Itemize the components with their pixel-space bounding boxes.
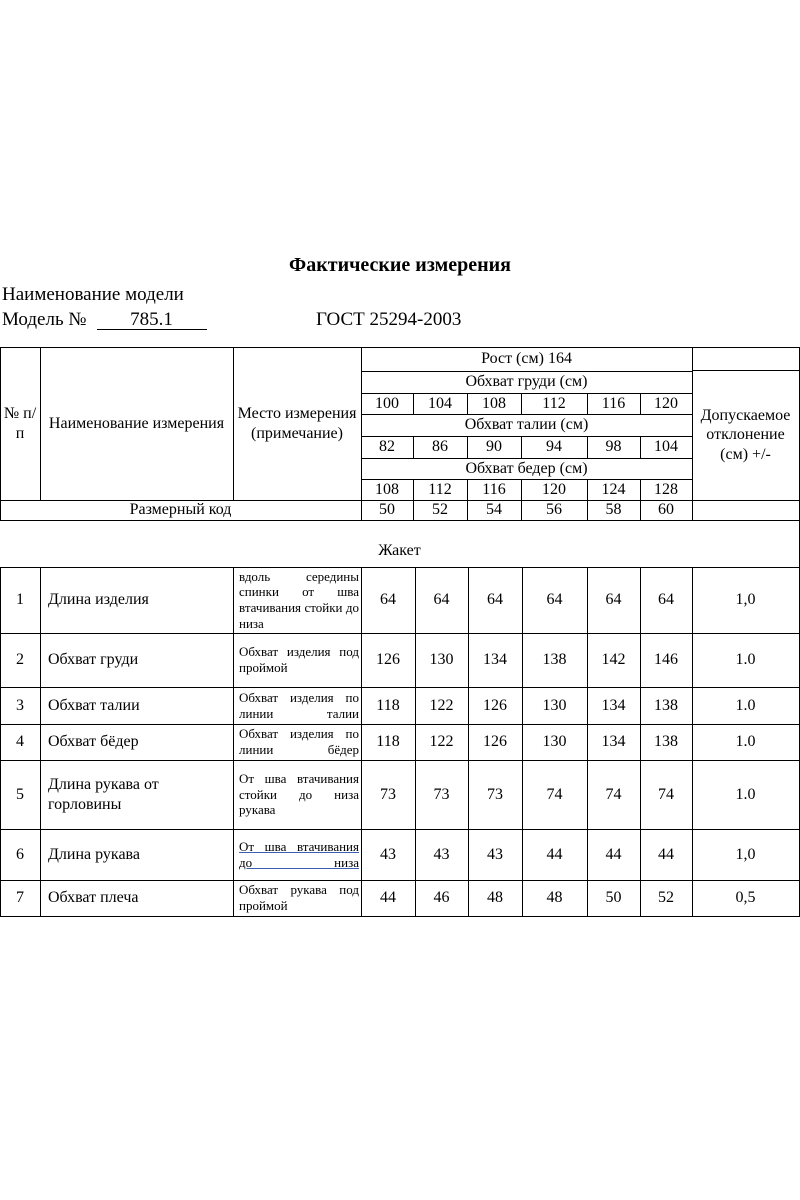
row-tolerance: 1.0 — [735, 651, 756, 669]
row-value: 122 — [429, 733, 454, 751]
row-tolerance: 1.0 — [735, 785, 756, 803]
row-value: 43 — [433, 845, 450, 863]
row-name: Обхват плеча — [48, 889, 139, 907]
chest-value: 104 — [428, 394, 452, 412]
hip-value: 116 — [482, 480, 506, 498]
row-name: Длина рукава от горловины — [48, 776, 159, 813]
row-value: 64 — [658, 591, 674, 609]
waist-value: 82 — [379, 438, 395, 456]
row-name: Обхват груди — [48, 651, 139, 669]
row-place-note: Обхват изделия по линии бёдер — [239, 726, 359, 757]
row-value: 44 — [605, 845, 622, 863]
row-value: 44 — [546, 845, 563, 863]
row-name: Обхват талии — [48, 696, 140, 714]
row-value: 74 — [658, 785, 674, 803]
size-code: 50 — [379, 501, 395, 519]
row-number: 3 — [16, 696, 24, 714]
row-place-note: Обхват изделия по линии талии — [239, 689, 359, 721]
row-place-note: Обхват изделия под проймой — [239, 644, 359, 675]
document-title: Фактические измерения — [289, 254, 511, 276]
row-value: 46 — [433, 889, 450, 907]
row-value: 52 — [658, 889, 674, 907]
hip-value: 108 — [375, 480, 399, 498]
header-num: № п/ п — [3, 405, 37, 442]
row-value: 44 — [380, 889, 396, 907]
row-name: Обхват бёдер — [48, 733, 139, 751]
row-value: 142 — [601, 651, 626, 669]
row-name: Длина изделия — [48, 591, 149, 609]
row-place-note: Обхват рукава под проймой — [239, 882, 359, 913]
row-value: 73 — [433, 785, 450, 803]
row-value: 138 — [654, 733, 678, 751]
header-place: Место измерения (примечание) — [237, 405, 357, 442]
hip-value: 128 — [654, 480, 678, 498]
table-horizontal-line — [0, 916, 800, 917]
row-place-note: От шва втачивания до низа — [239, 838, 359, 870]
row-value: 74 — [605, 785, 622, 803]
row-value: 48 — [546, 889, 563, 907]
section-title: Жакет — [378, 542, 421, 560]
row-value: 134 — [601, 733, 626, 751]
row-number: 2 — [16, 651, 24, 669]
row-value: 73 — [380, 785, 396, 803]
hip-value: 112 — [428, 480, 452, 498]
chest-value: 120 — [654, 394, 678, 412]
row-tolerance: 1,0 — [735, 845, 756, 863]
chest-value: 100 — [375, 394, 399, 412]
row-value: 64 — [487, 591, 503, 609]
row-value: 43 — [487, 845, 503, 863]
header-tolerance: Допускаемое отклонение (см) +/- — [700, 407, 791, 463]
row-value: 118 — [376, 733, 400, 751]
size-code: 60 — [658, 501, 674, 519]
row-number: 5 — [16, 785, 24, 803]
row-value: 48 — [487, 889, 503, 907]
model-no-label: Модель № — [2, 309, 87, 330]
row-value: 43 — [380, 845, 396, 863]
row-tolerance: 1.0 — [735, 733, 756, 751]
row-number: 7 — [16, 889, 24, 907]
row-tolerance: 0,5 — [735, 889, 756, 907]
chest-value: 112 — [542, 394, 566, 412]
row-value: 146 — [654, 651, 678, 669]
row-value: 134 — [601, 696, 626, 714]
chest-value: 116 — [601, 394, 626, 412]
header-hips: Обхват бедер (см) — [465, 459, 588, 477]
hip-value: 124 — [601, 480, 626, 498]
row-value: 73 — [487, 785, 503, 803]
header-name: Наименование измерения — [48, 414, 225, 432]
row-value: 130 — [542, 733, 567, 751]
waist-value: 90 — [486, 438, 502, 456]
row-value: 50 — [605, 889, 622, 907]
size-code: 54 — [486, 501, 502, 519]
row-value: 134 — [483, 651, 507, 669]
row-number: 4 — [16, 733, 24, 751]
row-value: 126 — [483, 733, 507, 751]
row-value: 64 — [433, 591, 450, 609]
size-code: 58 — [605, 501, 622, 519]
model-name-label: Наименование модели — [2, 284, 184, 305]
row-value: 64 — [380, 591, 396, 609]
row-number: 1 — [16, 591, 24, 609]
model-number-line — [2, 309, 207, 331]
chest-value: 108 — [482, 394, 506, 412]
row-value: 126 — [483, 696, 507, 714]
row-number: 6 — [16, 845, 24, 863]
row-place-note: вдоль середины спинки от шва втачивания стойки до низа — [239, 568, 359, 631]
table-horizontal-line — [0, 520, 800, 521]
hip-value: 120 — [542, 480, 566, 498]
size-code: 56 — [546, 501, 562, 519]
row-value: 138 — [654, 696, 678, 714]
row-value: 64 — [546, 591, 563, 609]
row-value: 126 — [376, 651, 400, 669]
row-value: 130 — [542, 696, 567, 714]
row-value: 138 — [542, 651, 567, 669]
gost-standard: ГОСТ 25294-2003 — [316, 309, 462, 330]
size-code: 52 — [432, 501, 448, 519]
row-tolerance: 1.0 — [735, 696, 756, 714]
row-value: 122 — [429, 696, 454, 714]
header-height: Рост (см) 164 — [481, 350, 572, 368]
row-value: 64 — [605, 591, 622, 609]
row-place-note: От шва втачивания стойки до низа рукава — [239, 771, 359, 818]
row-tolerance: 1,0 — [735, 591, 756, 609]
waist-value: 94 — [546, 438, 562, 456]
row-value: 74 — [546, 785, 563, 803]
header-chest: Обхват груди (см) — [465, 373, 588, 391]
row-value: 44 — [658, 845, 674, 863]
waist-value: 98 — [605, 438, 622, 456]
row-value: 130 — [429, 651, 454, 669]
header-waist: Обхват талии (см) — [464, 416, 589, 434]
model-no-value: 785.1 — [97, 311, 207, 330]
row-value: 118 — [376, 696, 400, 714]
waist-value: 86 — [432, 438, 448, 456]
waist-value: 104 — [654, 438, 678, 456]
size-code-label: Размерный код — [129, 501, 232, 519]
row-name: Длина рукава — [48, 845, 140, 863]
